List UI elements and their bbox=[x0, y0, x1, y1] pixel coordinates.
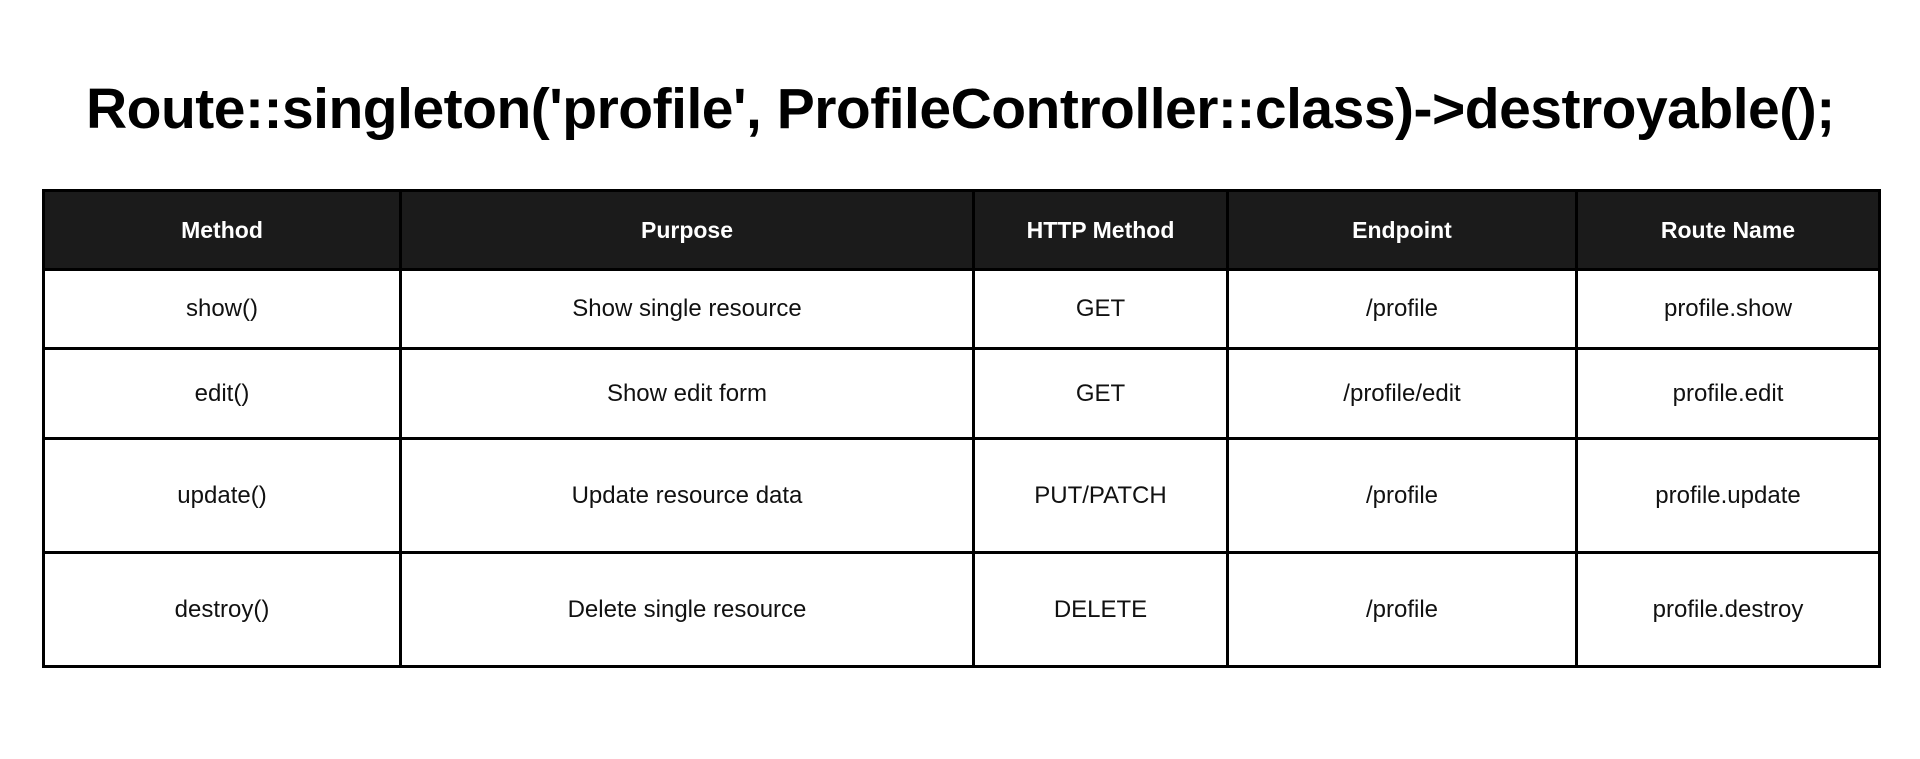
cell-http-method: DELETE bbox=[974, 553, 1228, 667]
cell-purpose: Show single resource bbox=[401, 270, 974, 349]
cell-purpose: Delete single resource bbox=[401, 553, 974, 667]
header-purpose: Purpose bbox=[401, 191, 974, 270]
cell-method: edit() bbox=[44, 349, 401, 439]
table-row bbox=[44, 439, 1880, 553]
cell-route-name: profile.update bbox=[1577, 439, 1880, 553]
table-row bbox=[44, 349, 1880, 439]
cell-endpoint: /profile/edit bbox=[1228, 349, 1577, 439]
cell-purpose: Show edit form bbox=[401, 349, 974, 439]
cell-http-method: PUT/PATCH bbox=[974, 439, 1228, 553]
cell-method: destroy() bbox=[44, 553, 401, 667]
cell-endpoint: /profile bbox=[1228, 270, 1577, 349]
cell-method: show() bbox=[44, 270, 401, 349]
routes-table bbox=[42, 189, 1881, 668]
cell-endpoint: /profile bbox=[1228, 553, 1577, 667]
table-row bbox=[44, 553, 1880, 667]
page-title: Route::singleton('profile', ProfileController::class)->destroyable(); bbox=[86, 77, 1835, 141]
cell-purpose: Update resource data bbox=[401, 439, 974, 553]
cell-endpoint: /profile bbox=[1228, 439, 1577, 553]
header-method: Method bbox=[44, 191, 401, 270]
table-row bbox=[44, 270, 1880, 349]
cell-route-name: profile.destroy bbox=[1577, 553, 1880, 667]
header-http-method: HTTP Method bbox=[974, 191, 1228, 270]
cell-method: update() bbox=[44, 439, 401, 553]
cell-route-name: profile.show bbox=[1577, 270, 1880, 349]
cell-http-method: GET bbox=[974, 349, 1228, 439]
cell-route-name: profile.edit bbox=[1577, 349, 1880, 439]
header-route-name: Route Name bbox=[1577, 191, 1880, 270]
header-endpoint: Endpoint bbox=[1228, 191, 1577, 270]
table-header-row bbox=[44, 191, 1880, 270]
cell-http-method: GET bbox=[974, 270, 1228, 349]
